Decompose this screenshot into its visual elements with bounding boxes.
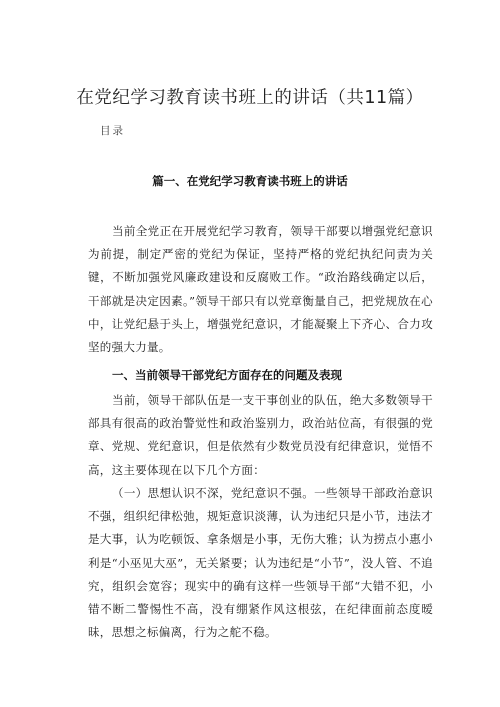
paragraph-overview: 当前，领导干部队伍是一支干事创业的队伍，绝大多数领导干部具有很高的政治警觉性和政治鉴别力，政治站位高，有很强的党章、党规、党纪意识，但是依然有少数党员没有纪律意识，觉悟不高，这主要体现在以下几个方面： <box>88 393 433 477</box>
section-heading: 篇一、在党纪学习教育读书班上的讲话 <box>152 174 348 188</box>
sub-heading: 一、当前领导干部党纪方面存在的问题及表现 <box>112 368 342 382</box>
document-title: 在党纪学习教育读书班上的讲话（共11篇） <box>76 88 424 108</box>
paragraph-intro: 当前全党正在开展党纪学习教育，领导干部要以增强党纪意识为前提，制定严密的党纪为保证，坚持严格的党纪执纪问责为关键，不断加强党风廉政建设和反腐败工作。“政治路线确定以后，干部就是决定因素。”领导干部只有以党章衡量自己，把党规放在心中，让党纪悬于头上，增强党纪意识，才能凝聚上下齐心、合力攻坚的强大力量。 <box>88 224 433 355</box>
paragraph-point-one: （一）思想认识不深，党纪意识不强。一些领导干部政治意识不强，组织纪律松弛，规矩意识淡薄，认为违纪只是小节，违法才是大事，认为吃顿饭、拿条烟是小事，无伤大雅；认为捞点小惠小利是“小巫见大巫”，无关紧要；认为违纪是“小节”，没人管、不追究，组织会宽容；现实中的确有这样一些领导干部“大错不犯，小错不断二警惕性不高，没有绷紧作风这根弦，在纪律面前态度暧昧，思想之标偏离，行为之舵不稳。 <box>88 486 433 640</box>
toc-label: 目录 <box>100 125 125 137</box>
